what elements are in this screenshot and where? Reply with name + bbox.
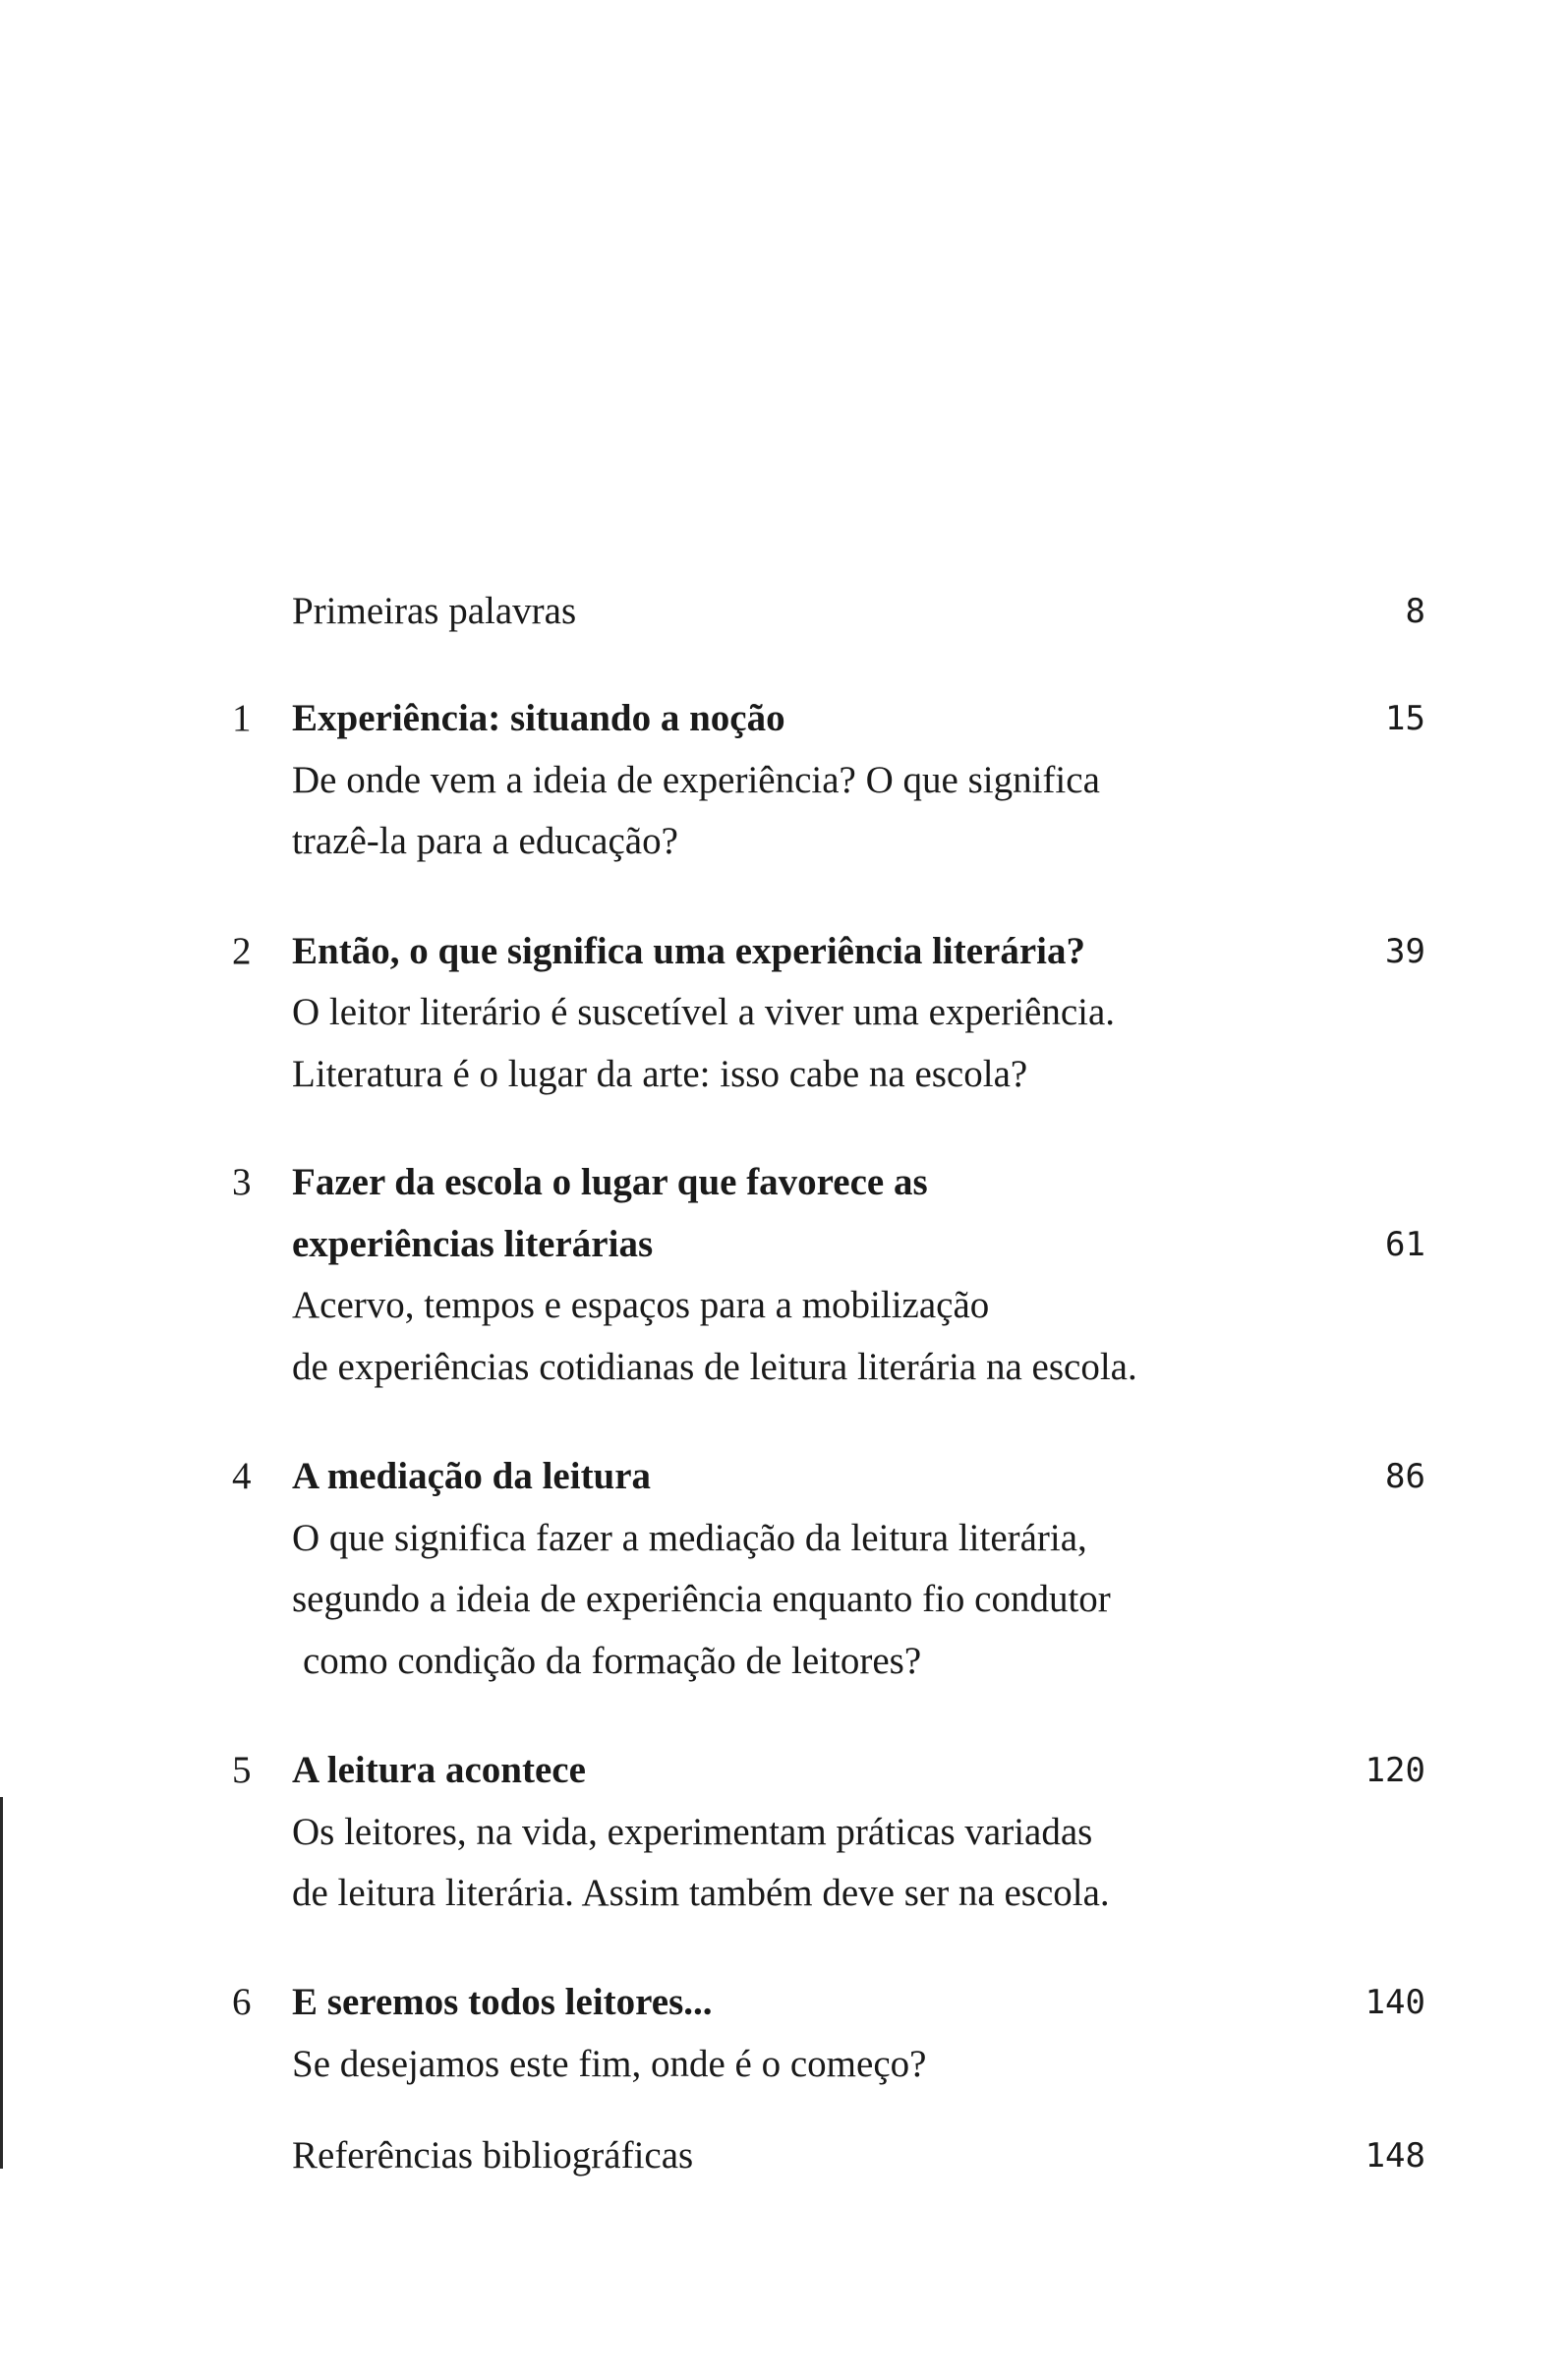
toc-entry-references[interactable]	[0, 2126, 1567, 2185]
toc-page-number: 86	[1385, 1457, 1425, 1496]
chapter-description: Os leitores, na vida, experimentam práticas variadas	[292, 1811, 1093, 1853]
chapter-title-continued: experiências literárias	[292, 1223, 654, 1265]
chapter-description: Acervo, tempos e espaços para a mobilização	[292, 1284, 990, 1326]
chapter-description: trazê-la para a educação?	[292, 820, 678, 862]
chapter-description: O que significa fazer a mediação da leitura literária,	[292, 1517, 1087, 1559]
toc-page-number: 120	[1364, 1751, 1425, 1790]
chapter-number: 5	[232, 1749, 252, 1791]
chapter-title: Fazer da escola o lugar que favorece as	[292, 1161, 928, 1203]
toc-title: Primeiras palavras	[292, 590, 577, 632]
chapter-description: De onde vem a ideia de experiência? O que significa	[292, 759, 1100, 801]
chapter-description: segundo a ideia de experiência enquanto fio condutor	[292, 1578, 1111, 1620]
chapter-title: A leitura acontece	[292, 1749, 586, 1791]
chapter-number: 4	[232, 1455, 252, 1497]
chapter-title: Então, o que significa uma experiência literária?	[292, 930, 1086, 972]
chapter-description: Se desejamos este fim, onde é o começo?	[292, 2043, 927, 2085]
chapter-number: 1	[232, 697, 252, 739]
chapter-number: 6	[232, 1981, 252, 2023]
toc-page-number: 15	[1385, 699, 1425, 738]
toc-page-number: 61	[1385, 1225, 1425, 1264]
chapter-title: Experiência: situando a noção	[292, 697, 785, 739]
chapter-description: O leitor literário é suscetível a viver uma experiência.	[292, 991, 1116, 1033]
chapter-number: 2	[232, 930, 252, 972]
toc-title: Referências bibliográficas	[292, 2134, 694, 2177]
toc-page-number: 140	[1364, 1983, 1425, 2022]
chapter-description: como condição da formação de leitores?	[303, 1640, 922, 1682]
chapter-description: Literatura é o lugar da arte: isso cabe na escola?	[292, 1053, 1028, 1095]
chapter-title: A mediação da leitura	[292, 1455, 652, 1497]
toc-page-number: 39	[1385, 932, 1425, 971]
chapter-description: de experiências cotidianas de leitura literária na escola.	[292, 1346, 1137, 1388]
chapter-description: de leitura literária. Assim também deve ser na escola.	[292, 1872, 1110, 1914]
toc-page-number: 148	[1364, 2136, 1425, 2176]
chapter-title: E seremos todos leitores...	[292, 1981, 713, 2023]
toc-page-number: 8	[1405, 592, 1425, 631]
toc-entry-preface[interactable]	[0, 582, 1567, 641]
chapter-number: 3	[232, 1161, 252, 1203]
